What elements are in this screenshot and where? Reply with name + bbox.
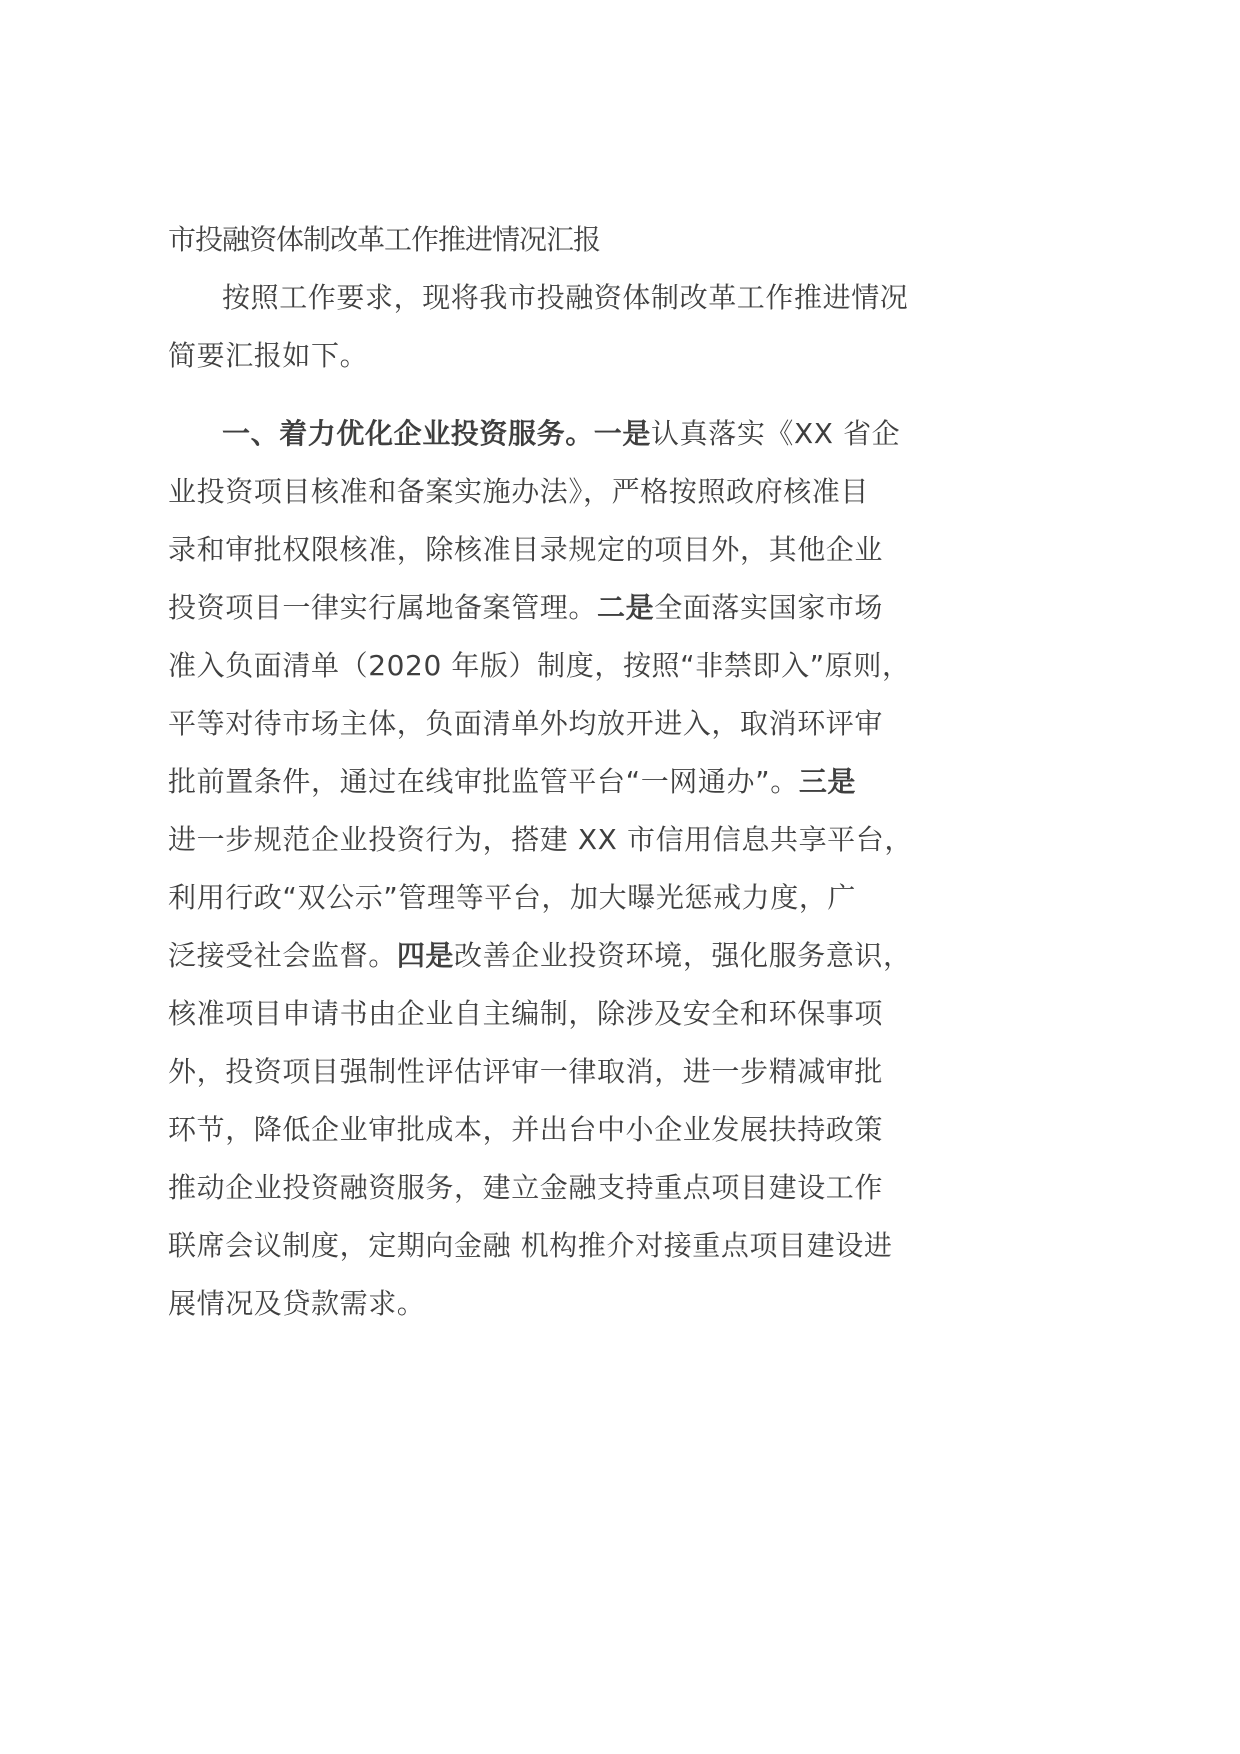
- bold-lead-phrase: 三是: [798, 765, 857, 798]
- section-1-line: [168, 472, 869, 512]
- body-text: 改善企业投资环境，强化服务意识，: [454, 939, 912, 972]
- section-1-line: [168, 878, 856, 918]
- section-1-line: [168, 1168, 883, 1208]
- body-text: 利用行政“双公示”管理等平台，加大曝光惩戒力度，广: [168, 881, 857, 914]
- body-text: 准入负面清单（2020 年版）制度，按照“非禁即入”原则，: [168, 649, 911, 682]
- section-1-line: [168, 1110, 883, 1150]
- bold-lead-phrase: 二是: [597, 591, 655, 624]
- section-1-line: [168, 646, 911, 686]
- section-1-line: [168, 1226, 893, 1266]
- section-1-line: [168, 994, 883, 1034]
- section-1-line: [168, 704, 883, 744]
- body-text: 平等对待市场主体，负面清单外均放开进入，取消环评审: [168, 707, 884, 740]
- intro-line-1: 按照工作要求，现将我市投融资体制改革工作推进情况: [222, 281, 909, 314]
- body-text: 联席会议制度，定期向金融 机构推介对接重点项目建设进: [168, 1229, 893, 1262]
- body-text: 全面落实国家市场: [654, 591, 884, 624]
- body-text: 投资项目一律实行属地备案管理。: [168, 591, 598, 624]
- body-text: 业投资项目核准和备案实施办法》，严格按照政府核准目: [168, 475, 870, 508]
- body-text: 进一步规范企业投资行为，搭建 XX 市信用信息共享平台，: [168, 823, 913, 856]
- section-1-line: [168, 936, 912, 976]
- intro-line-2: 简要汇报如下。: [168, 339, 369, 372]
- body-text: 批前置条件，通过在线审批监管平台“一网通办”。: [168, 765, 799, 798]
- bold-lead-phrase: 四是: [396, 939, 455, 972]
- section-1-line: [168, 1052, 883, 1092]
- section-1-line: [168, 762, 856, 802]
- body-text: 推动企业投资融资服务，建立金融支持重点项目建设工作: [168, 1171, 884, 1204]
- body-text: 录和审批权限核准，除核准目录规定的项目外，其他企业: [168, 533, 884, 566]
- section-1-line: [168, 530, 883, 570]
- body-text: 泛接受社会监督。: [168, 939, 397, 972]
- section-1-line: [222, 414, 900, 454]
- body-text: 展情况及贷款需求。: [168, 1287, 426, 1320]
- body-text: 认真落实《XX 省企: [651, 417, 901, 450]
- body-text: 外，投资项目强制性评估评审一律取消，进一步精减审批: [168, 1055, 884, 1088]
- section-1-line: [168, 820, 913, 860]
- section-1-line: [168, 588, 883, 628]
- body-text: 核准项目申请书由企业自主编制，除涉及安全和环保事项: [168, 997, 884, 1030]
- body-text: 环节，降低企业审批成本，并出台中小企业发展扶持政策: [168, 1113, 884, 1146]
- section-1-line: [168, 1284, 425, 1324]
- bold-lead-phrase: 一、着力优化企业投资服务。一是: [222, 417, 652, 450]
- document-title: 市投融资体制改革工作推进情况汇报: [168, 223, 601, 256]
